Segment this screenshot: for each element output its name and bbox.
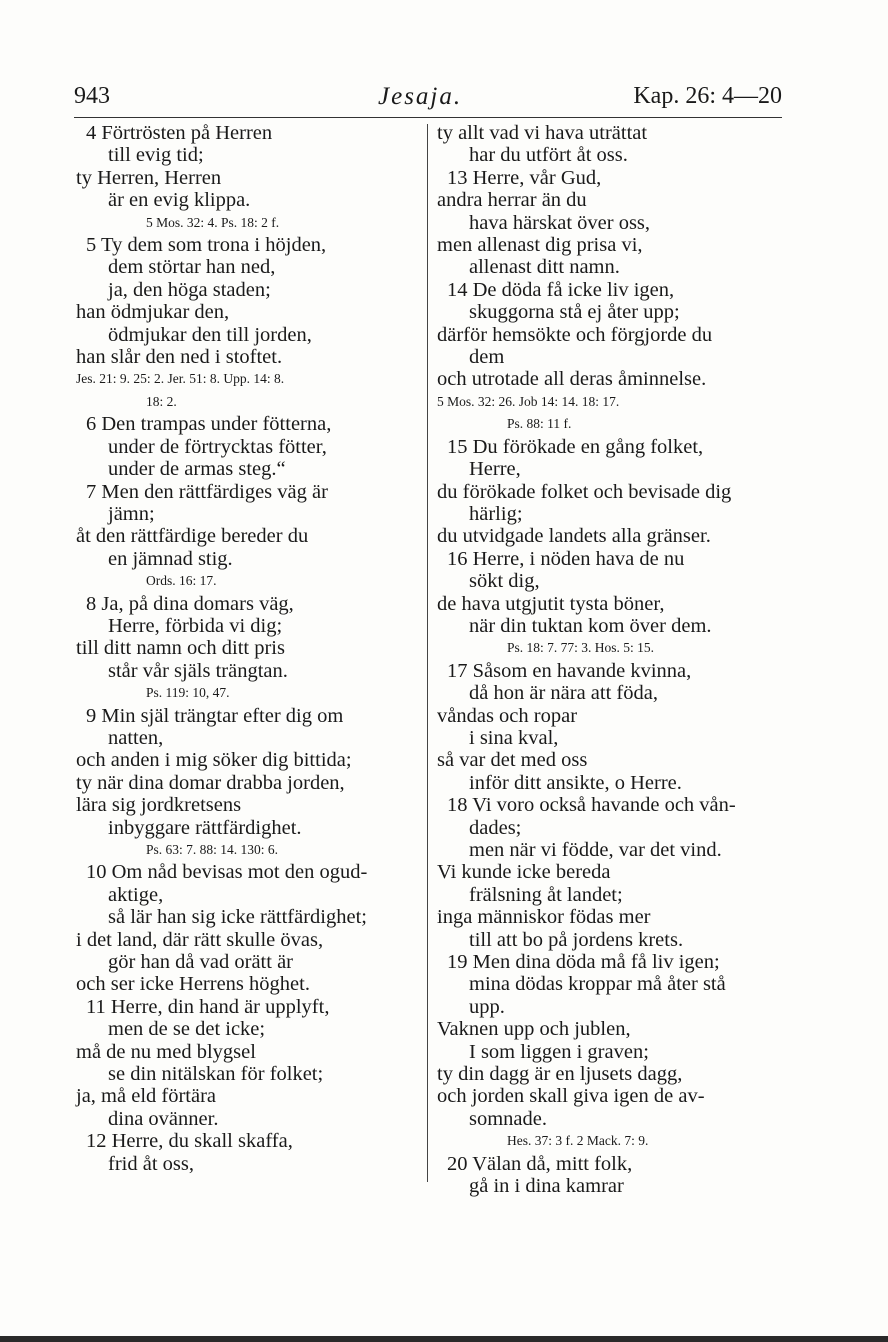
- verse-line: allenast ditt namn.: [469, 256, 620, 279]
- verse-line: mina dödas kroppar må åter stå: [469, 973, 726, 996]
- verse-line: under de armas steg.“: [108, 458, 286, 481]
- verse-line: är en evig klippa.: [108, 189, 251, 212]
- verse-start-line: 7 Men den rättfärdiges väg är: [86, 480, 328, 503]
- verse-line: gör han då vad orätt är: [108, 951, 293, 974]
- cross-reference: Hes. 37: 3 f. 2 Mack. 7: 9.: [507, 1133, 649, 1149]
- verse-line: så var det med oss: [437, 749, 588, 772]
- verse-line: gå in i dina kamrar: [469, 1175, 624, 1198]
- verse-line: inga människor födas mer: [437, 906, 651, 929]
- verse-line: under de förtrycktas fötter,: [108, 435, 327, 458]
- verse-line: ja, må eld förtära: [76, 1085, 217, 1108]
- page-number: 943: [74, 83, 110, 109]
- verse-line: han ödmjukar den,: [76, 301, 230, 324]
- verse-line: i sina kval,: [469, 726, 559, 749]
- verse-line: och jorden skall giva igen de av-: [437, 1085, 705, 1108]
- verse-start-line: 8 Ja, på dina domars väg,: [86, 592, 294, 615]
- verse-line: ty allt vad vi hava uträttat: [437, 122, 648, 144]
- verse-line: men de se det icke;: [108, 1018, 266, 1041]
- verse-line: våndas och ropar: [437, 704, 578, 727]
- page-header: [74, 83, 782, 115]
- verse-line: men när vi födde, var det vind.: [469, 839, 722, 861]
- verse-line: åt den rättfärdige bereder du: [76, 525, 309, 548]
- left-column: [76, 122, 422, 1175]
- verse-line: skuggorna stå ej åter upp;: [469, 301, 680, 324]
- verse-line: står vår själs trängtan.: [108, 659, 288, 682]
- verse-line: ty när dina domar drabba jorden,: [76, 771, 345, 794]
- cross-reference: Ps. 88: 11 f.: [507, 416, 572, 432]
- verse-start-line: 18 Vi voro också havande och vån-: [447, 794, 736, 817]
- verse-line: de hava utgjutit tysta böner,: [437, 592, 665, 615]
- verse-line: Herre,: [469, 458, 521, 481]
- verse-line: aktige,: [108, 883, 164, 906]
- scan-bottom-edge: [0, 1336, 888, 1342]
- verse-line: till att bo på jordens krets.: [469, 928, 684, 951]
- column-divider: [427, 124, 428, 1182]
- verse-start-line: 6 Den trampas under fötterna,: [86, 413, 332, 436]
- verse-line: så lär han sig icke rättfärdighet;: [108, 906, 367, 929]
- verse-line: Herre, förbida vi dig;: [108, 614, 283, 637]
- verse-line: upp.: [469, 995, 505, 1018]
- verse-start-line: 16 Herre, i nöden hava de nu: [447, 547, 685, 570]
- verse-line: I som liggen i graven;: [469, 1040, 649, 1063]
- verse-line: natten,: [108, 726, 164, 749]
- verse-start-line: 15 Du förökade en gång folket,: [447, 435, 704, 458]
- verse-start-line: 20 Välan då, mitt folk,: [447, 1152, 633, 1175]
- verse-line: ödmjukar den till jorden,: [108, 323, 312, 346]
- verse-line: till evig tid;: [108, 144, 204, 167]
- book-title: Jesaja.: [378, 83, 463, 110]
- verse-line: må de nu med blygsel: [76, 1040, 256, 1063]
- verse-line: till ditt namn och ditt pris: [76, 637, 285, 660]
- verse-start-line: 14 De döda få icke liv igen,: [447, 278, 675, 301]
- cross-reference: 5 Mos. 32: 26. Job 14: 14. 18: 17.: [437, 393, 620, 409]
- verse-start-line: 4 Förtrösten på Herren: [86, 122, 273, 144]
- cross-reference: Ords. 16: 17.: [146, 573, 217, 589]
- verse-line: därför hemsökte och förgjorde du: [437, 323, 713, 346]
- verse-start-line: 9 Min själ trängtar efter dig om: [86, 704, 344, 727]
- verse-line: dades;: [469, 816, 522, 839]
- verse-line: inbyggare rättfärdighet.: [108, 816, 302, 839]
- verse-line: ty din dagg är en ljusets dagg,: [437, 1063, 683, 1086]
- verse-line: inför ditt ansikte, o Herre.: [469, 771, 682, 794]
- right-column: [437, 122, 783, 1198]
- verse-start-line: 10 Om nåd bevisas mot den ogud-: [86, 861, 368, 884]
- verse-start-line: 19 Men dina döda må få liv igen;: [447, 951, 720, 974]
- verse-line: ty Herren, Herren: [76, 166, 222, 189]
- cross-reference: Jes. 21: 9. 25: 2. Jer. 51: 8. Upp. 14: 8.: [76, 371, 285, 387]
- verse-line: dina ovänner.: [108, 1107, 219, 1130]
- verse-line: när din tuktan kom över dem.: [469, 614, 712, 637]
- cross-reference: 5 Mos. 32: 4. Ps. 18: 2 f.: [146, 214, 280, 230]
- verse-line: du utvidgade landets alla gränser.: [437, 525, 711, 548]
- cross-reference: 18: 2.: [146, 393, 177, 409]
- header-rule: [74, 117, 782, 118]
- verse-start-line: 13 Herre, vår Gud,: [447, 166, 602, 189]
- verse-line: en jämnad stig.: [108, 547, 233, 570]
- verse-line: du förökade folket och bevisade dig: [437, 480, 732, 503]
- cross-reference: Ps. 18: 7. 77: 3. Hos. 5: 15.: [507, 640, 655, 656]
- verse-line: i det land, där rätt skulle övas,: [76, 928, 324, 951]
- verse-line: men allenast dig prisa vi,: [437, 234, 643, 257]
- verse-line: Vaknen upp och jublen,: [437, 1018, 631, 1041]
- cross-reference: Ps. 119: 10, 47.: [146, 685, 230, 701]
- verse-line: härlig;: [469, 502, 523, 525]
- chapter-reference: Kap. 26: 4—20: [633, 83, 782, 109]
- verse-start-line: 17 Såsom en havande kvinna,: [447, 659, 692, 682]
- verse-line: och utrotade all deras åminnelse.: [437, 368, 707, 391]
- verse-line: och ser icke Herrens höghet.: [76, 973, 310, 996]
- verse-line: somnade.: [469, 1107, 547, 1130]
- verse-start-line: 11 Herre, din hand är upplyft,: [86, 995, 330, 1018]
- verse-line: han slår den ned i stoftet.: [76, 346, 283, 369]
- verse-line: då hon är nära att föda,: [469, 682, 658, 705]
- verse-line: se din nitälskan för folket;: [108, 1063, 324, 1086]
- verse-start-line: 5 Ty dem som trona i höjden,: [86, 234, 327, 257]
- verse-line: ja, den höga staden;: [108, 278, 271, 301]
- verse-line: har du utfört åt oss.: [469, 144, 628, 167]
- verse-line: dem störtar han ned,: [108, 256, 276, 279]
- verse-line: Vi kunde icke bereda: [437, 861, 611, 884]
- verse-line: lära sig jordkretsens: [76, 794, 242, 817]
- verse-line: andra herrar än du: [437, 189, 587, 212]
- verse-line: frid åt oss,: [108, 1152, 194, 1175]
- verse-line: hava härskat över oss,: [469, 211, 651, 234]
- verse-line: frälsning åt landet;: [469, 883, 623, 906]
- verse-line: jämn;: [108, 502, 155, 525]
- verse-line: sökt dig,: [469, 570, 540, 593]
- cross-reference: Ps. 63: 7. 88: 14. 130: 6.: [146, 842, 279, 857]
- verse-line: dem: [469, 346, 505, 369]
- verse-start-line: 12 Herre, du skall skaffa,: [86, 1130, 293, 1153]
- verse-line: och anden i mig söker dig bittida;: [76, 749, 352, 772]
